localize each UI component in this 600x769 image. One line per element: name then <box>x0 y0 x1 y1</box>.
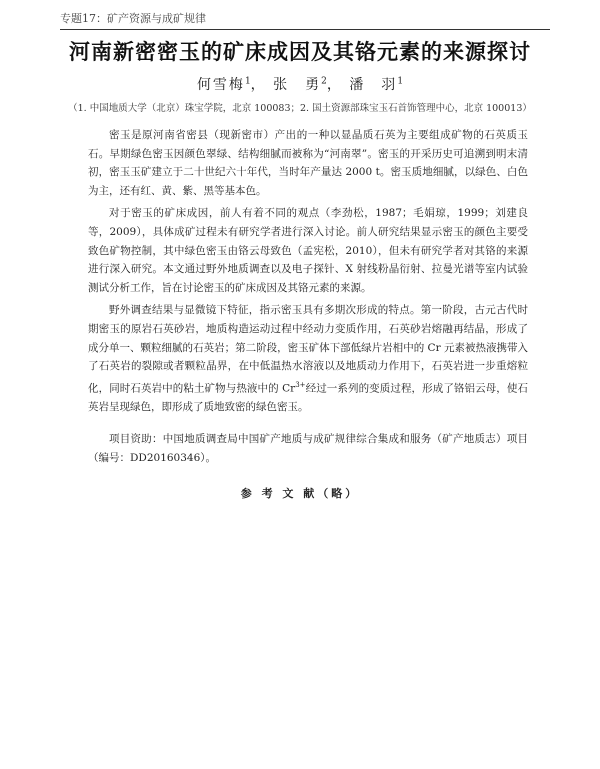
abstract-body <box>88 126 528 420</box>
paragraph-intro: 密玉是原河南省密县（现新密市）产出的一种以显晶质石英为主要组成矿物的石英质玉石。早期绿色密玉因颜色翠绿、结构细腻而被称为“河南翠”。密玉的开采历史可追溯到明末清初，密玉玉矿建立于二十世纪六十年代，当时年产量达 2000 t。密玉质地细腻，以绿色、白色为主，还有红、黄、紫、黑等基本色。 <box>88 129 528 197</box>
author-separator: ， <box>250 77 267 93</box>
references-heading: 参 考 文 献（略） <box>240 487 360 500</box>
funding-note: 项目资助：中国地质调查局中国矿产地质与成矿规律综合集成和服务（矿产地质志）项目（编号：DD20160346）。 <box>88 433 528 464</box>
paragraph-results-part-a: 野外调查结果与显微镜下特征，指示密玉具有多期次形成的特点。第一阶段，古元古代时期密玉的原岩石英砂岩，地质构造运动过程中经动力变质作用，石英砂岩熔融再结晶，形成了成分单一、颗粒细腻的石英岩；第二阶段，密玉矿体下部低绿片岩相中的 Cr 元素被热液携带入了石英岩的裂隙或者颗粒晶界，在中低温热水溶液以及地质动力作用下，石英岩进一步重熔粒化，同时石英岩中的粘土矿物与热液中的 Cr <box>88 304 528 395</box>
chromium-ion-charge: 3+ <box>295 380 306 389</box>
author-name: 张 勇 <box>273 77 322 93</box>
author-affiliation-mark: 1 <box>244 76 251 87</box>
paragraph-results-part-b: 经过一系列的变质过程，形成了铬铝云母，使石英岩呈现绿色，即形成了质地致密的绿色密玉。 <box>88 382 528 413</box>
author-name: 潘 羽 <box>349 77 398 93</box>
author-list <box>0 74 600 94</box>
paragraph-background: 对于密玉的矿床成因，前人有着不同的观点（李劲松，1987；毛娟琼，1999；刘建良等，2009），具体成矿过程未有研究学者进行深入讨论。前人研究结果显示密玉的颜色主要受致色矿物控制，其中绿色密玉由铬云母致色（孟宪松，2010），但未有研究学者对其铬的来源进行深入研究。本文通过野外地质调查以及电子探针、X 射线粉晶衍射、拉曼光谱等室内试验测试分析工作，旨在讨论密玉的矿床成因及其铬元素的来源。 <box>88 207 528 294</box>
author-affiliation-mark: 2 <box>321 76 327 87</box>
author-affiliation-mark: 1 <box>397 76 404 87</box>
running-header <box>60 10 550 30</box>
author-separator: ， <box>326 77 343 93</box>
paragraph-results <box>88 301 528 416</box>
paper-title: 河南新密密玉的矿床成因及其铬元素的来源探讨 <box>69 40 531 64</box>
affiliations: （1. 中国地质大学（北京）珠宝学院，北京 100083；2. 国土资源部珠宝玉石首饰管理中心，北京 100013） <box>68 103 532 114</box>
author-name: 何雪梅 <box>196 77 245 93</box>
running-title: 专题17：矿产资源与成矿规律 <box>60 12 206 25</box>
